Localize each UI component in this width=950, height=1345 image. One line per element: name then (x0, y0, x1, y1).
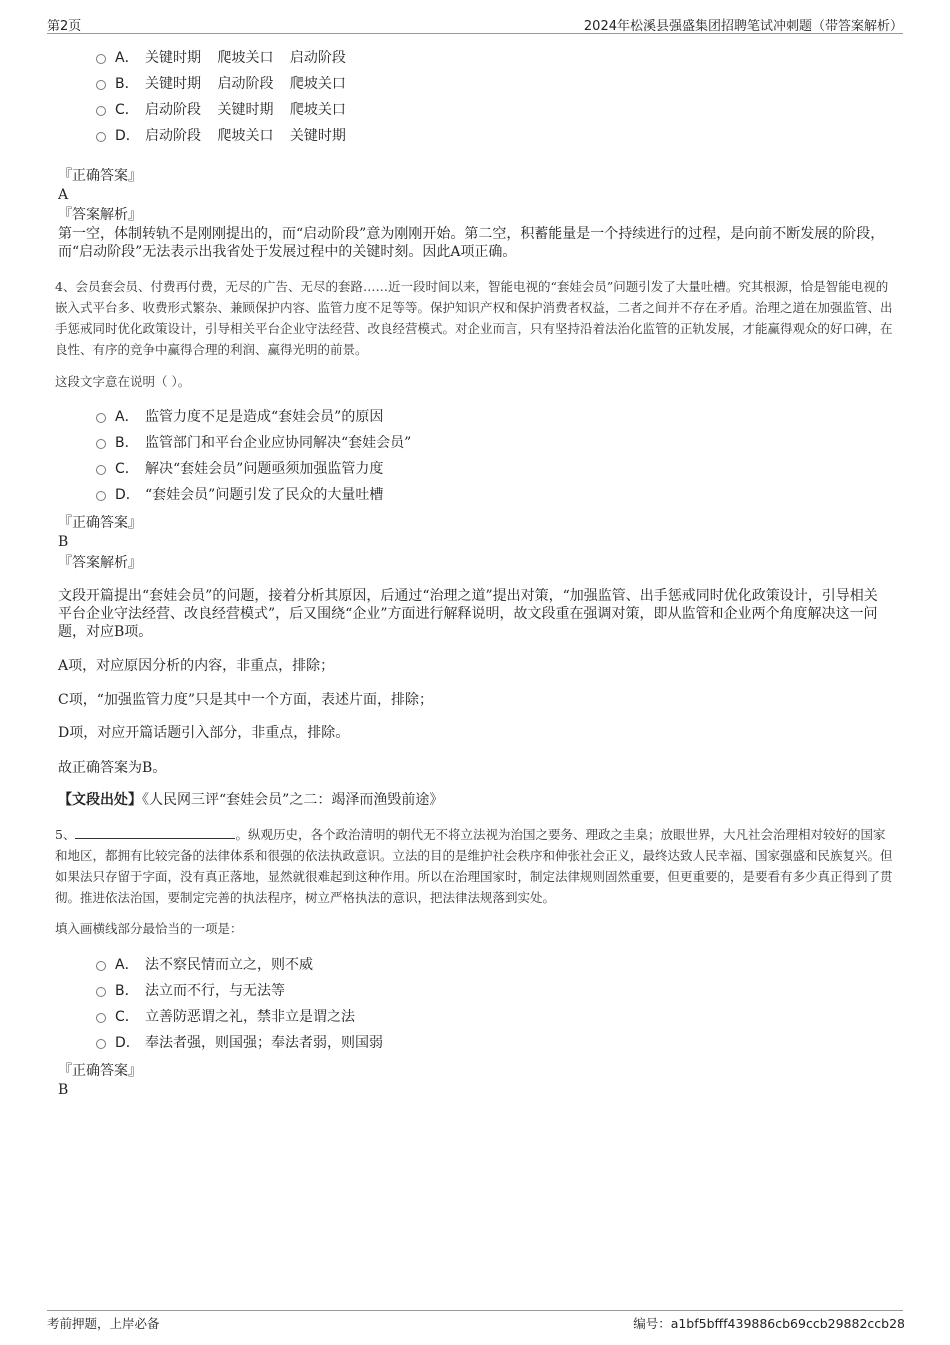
q4-analysis-a: A项，对应原因分析的内容，非重点，排除； (58, 658, 335, 674)
q5-answer: B (58, 1082, 69, 1098)
q5-option-a[interactable]: A． 法不察民情而立之，则不威 (96, 951, 383, 977)
q3-option-d[interactable]: D． 启动阶段 爬坡关口 关键时期 (96, 122, 346, 148)
page-number: 第2页 (47, 19, 82, 34)
radio-icon[interactable] (96, 961, 106, 971)
document-id: 编号：a1bf5bfff439886cb69ccb29882ccb28 (633, 1316, 905, 1331)
document-title: 2024年松溪县强盛集团招聘笔试冲刺题（带答案解析） (583, 19, 903, 34)
q4-answer-title: 『正确答案』 (58, 515, 142, 531)
q4-analysis-title: 『答案解析』 (58, 555, 142, 571)
q3-option-b[interactable]: B． 关键时期 启动阶段 爬坡关口 (96, 70, 346, 96)
q4-analysis-c: C项，“加强监管力度”只是其中一个方面，表述片面，排除； (58, 692, 434, 708)
source-label: 【文段出处】 (58, 792, 142, 808)
radio-icon[interactable] (96, 987, 106, 997)
header-divider (47, 33, 903, 34)
q4-option-b[interactable]: B． 监管部门和平台企业应协同解决“套娃会员” (96, 429, 411, 455)
q3-option-a[interactable]: A． 关键时期 爬坡关口 启动阶段 (96, 44, 346, 70)
q5-question: 填入画横线部分最恰当的一项是： (55, 921, 243, 936)
radio-icon[interactable] (96, 413, 106, 423)
radio-icon[interactable] (96, 1013, 106, 1023)
q4-options (96, 403, 411, 507)
footer-slogan: 考前押题，上岸必备 (47, 1316, 160, 1331)
q4-analysis-d: D项，对应开篇话题引入部分，非重点，排除。 (58, 725, 350, 741)
q4-option-d[interactable]: D． “套娃会员”问题引发了民众的大量吐槽 (96, 481, 411, 507)
q3-answer: A (58, 187, 69, 203)
q5-number: 5、 (55, 827, 76, 842)
q5-stem-text: 。纵观历史，各个政治清明的朝代无不将立法视为治国之要务、理政之圭臬；放眼世界，大凡社会治理相对较好的国家和地区，都拥有比较完备的法律体系和很强的依法执政意识。立法的目的是维护社会秩序和伸张社会正义，最终达致人民幸福、国家强盛和民族复兴。但如果法只存留于字面，没有真正落地，显然就很难起到这种作用。所以在治理国家时，制定法律规则固然重要，但更重要的，是要看有多少真正得到了贯彻。推进依法治国，要制定完善的执法程序，树立严格执法的意识，把法律法规落到实处。 (55, 827, 893, 905)
q5-option-c[interactable]: C． 立善防恶谓之礼，禁非立是谓之法 (96, 1003, 383, 1029)
radio-icon[interactable] (96, 1039, 106, 1049)
q3-answer-title: 『正确答案』 (58, 168, 142, 184)
q4-question: 这段文字意在说明（ ）。 (55, 374, 191, 389)
q4-answer: B (58, 534, 69, 550)
footer-divider (47, 1310, 903, 1311)
q4-analysis-para: 文段开篇提出“套娃会员”的问题，接着分析其原因，后通过“治理之道”提出对策，“加强监管、出手惩戒同时优化政策设计，引导相关平台企业守法经营、改良经营模式”，后又围绕“企业”方面进行解释说明，故文段重在强调对策，即从监管和企业两个角度解决这一问题，对应B项。 (58, 588, 878, 640)
q3-analysis: 第一空，体制转轨不是刚刚提出的，而“启动阶段”意为刚刚开始。第二空，积蓄能量是一个持续进行的过程，是向前不断发展的阶段，而“启动阶段”无法表示出我省处于发展过程中的关键时刻。因此A项正确。 (58, 226, 885, 260)
q4-stem: 4、会员套会员、付费再付费，无尽的广告、无尽的套路……近一段时间以来，智能电视的“套娃会员”问题引发了大量吐槽。究其根源，恰是智能电视的嵌入式平台多、收费形式繁杂、兼顾保护内容、监管力度不足等等。保护知识产权和保护消费者权益，二者之间并不存在矛盾。治理之道在加强监管、出手惩戒同时优化政策设计，引导相关平台企业守法经营、改良经营模式。对企业而言，只有坚持沿着法治化监管的正轨发展，才能赢得观众的好口碑，在良性、有序的竞争中赢得合理的利润、赢得光明的前景。 (55, 279, 893, 357)
q5-option-d[interactable]: D． 奉法者强，则国强；奉法者弱，则国弱 (96, 1029, 383, 1055)
q4-source (58, 791, 888, 809)
q3-option-c[interactable]: C． 启动阶段 关键时期 爬坡关口 (96, 96, 346, 122)
q3-analysis-title: 『答案解析』 (58, 207, 142, 223)
q5-option-b[interactable]: B． 法立而不行，与无法等 (96, 977, 383, 1003)
source-text: 《人民网三评“套娃会员”之二：竭泽而渔毁前途》 (142, 792, 444, 808)
radio-icon[interactable] (96, 465, 106, 475)
radio-icon[interactable] (96, 80, 106, 90)
q5-stem (55, 824, 895, 908)
radio-icon[interactable] (96, 132, 106, 142)
q4-option-a[interactable]: A． 监管力度不足是造成“套娃会员”的原因 (96, 403, 411, 429)
q3-options (96, 44, 346, 148)
radio-icon[interactable] (96, 491, 106, 501)
radio-icon[interactable] (96, 106, 106, 116)
fill-blank (75, 825, 235, 839)
radio-icon[interactable] (96, 439, 106, 449)
q5-options (96, 951, 383, 1055)
q5-answer-title: 『正确答案』 (58, 1063, 142, 1079)
radio-icon[interactable] (96, 54, 106, 64)
q4-conclusion: 故正确答案为B。 (58, 760, 167, 776)
q4-option-c[interactable]: C． 解决“套娃会员”问题亟须加强监管力度 (96, 455, 411, 481)
